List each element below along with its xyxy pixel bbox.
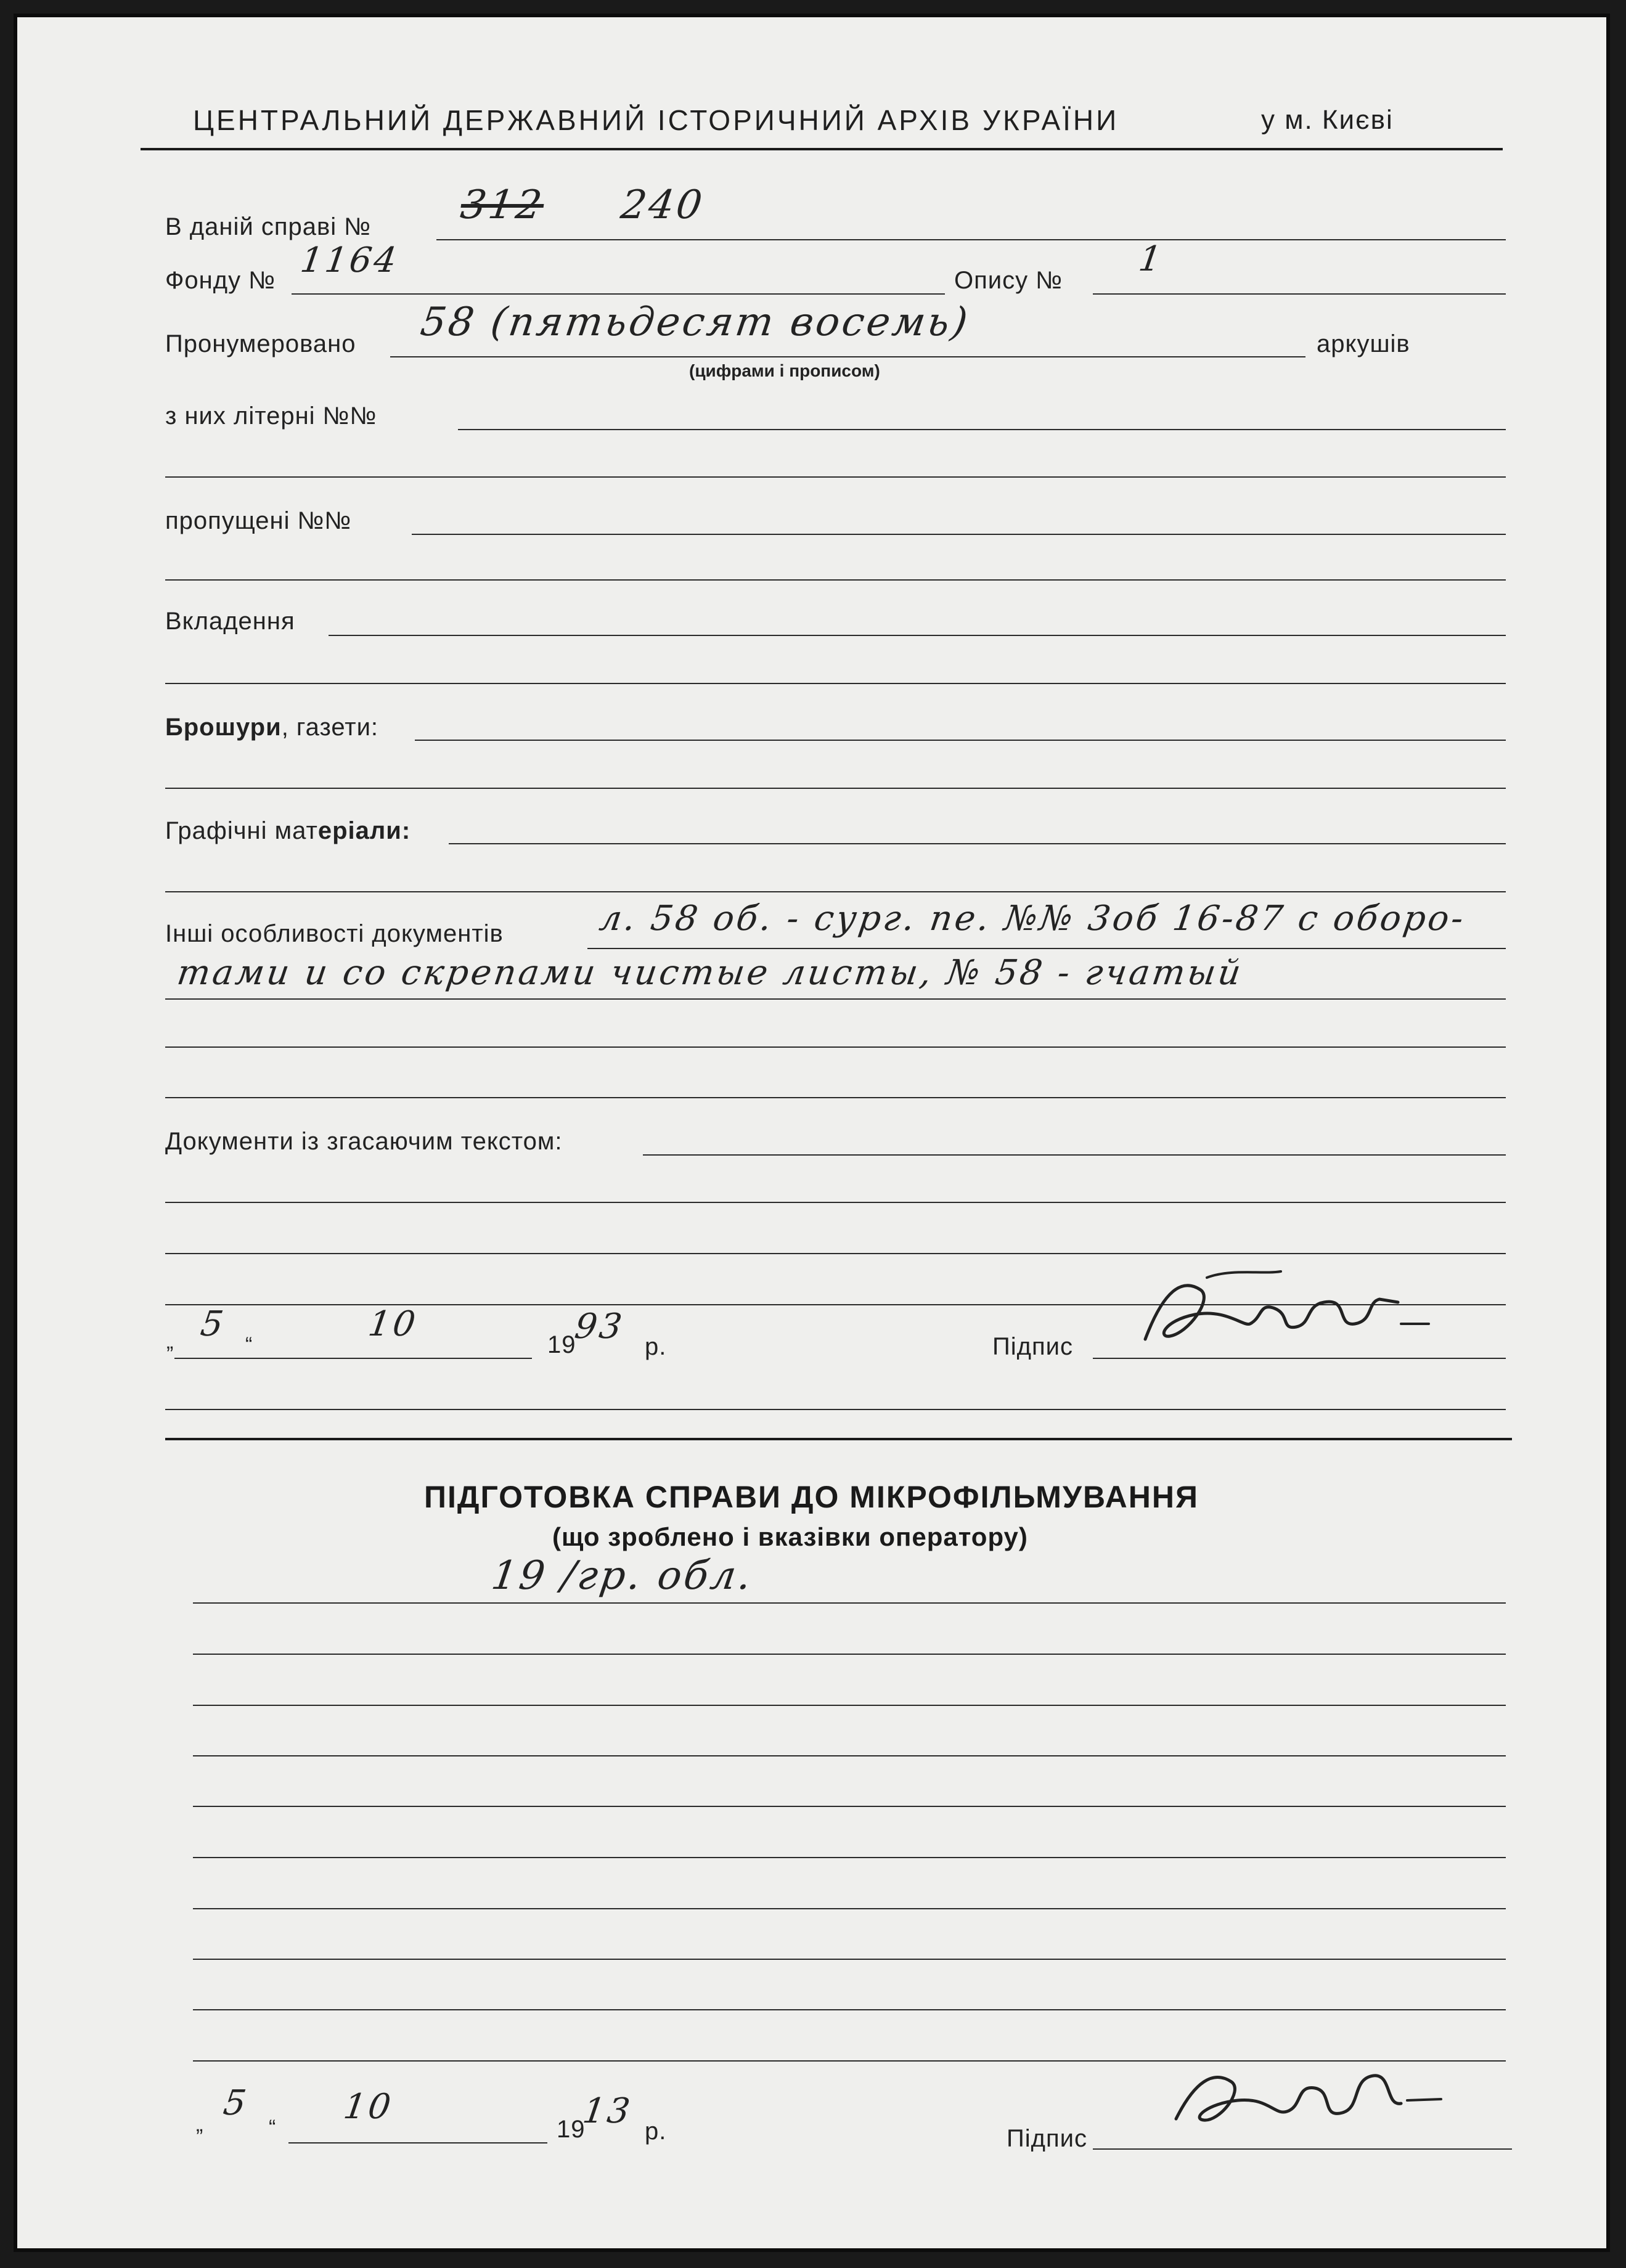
- header-rule: [141, 148, 1503, 150]
- graphic-label-b: еріали:: [317, 817, 411, 844]
- blank-line: [165, 1097, 1506, 1098]
- date2-open-quote: „: [196, 2113, 204, 2136]
- graphic-label-a: Графічні мат: [165, 817, 318, 844]
- inserts-label: Вкладення: [165, 608, 295, 635]
- date2-day: 5: [221, 2083, 251, 2123]
- numbered-label: Пронумеровано: [165, 330, 356, 357]
- date1-year-suffix: 93: [572, 1307, 627, 1347]
- date2-year-suffix-label: р.: [645, 2118, 667, 2145]
- signature-stroke-icon: [1127, 1265, 1435, 1358]
- other-features-line-2: [165, 998, 1506, 1000]
- faded-text-line: [643, 1154, 1506, 1156]
- numbered-hint: (цифрами і прописом): [689, 361, 880, 380]
- microfilm-line: [193, 1857, 1506, 1858]
- microfilm-subtitle: (що зроблено і вказівки оператору): [552, 1522, 1028, 1551]
- numbered-line: [390, 356, 1305, 357]
- archive-city: у м. Києві: [1261, 105, 1394, 135]
- blank-line: [165, 1202, 1506, 1203]
- signature1-label: Підпис: [992, 1333, 1073, 1360]
- blank-line: [165, 1046, 1506, 1048]
- blank-line: [165, 476, 1506, 478]
- other-features-text-1: л. 58 об. - сург. пе. №№ 3об 16-87 с оборо-: [597, 899, 1469, 939]
- fond-number: 1164: [298, 240, 402, 280]
- case-label: В даній справі №: [165, 213, 372, 240]
- graphic-line: [449, 843, 1506, 844]
- microfilm-line: [193, 1755, 1506, 1756]
- signature-stroke-icon: [1164, 2051, 1447, 2144]
- graphic-label: [165, 817, 411, 845]
- skipped-label: пропущені №№: [165, 507, 352, 534]
- case-number: 240: [618, 182, 708, 228]
- fond-label: Фонду №: [165, 267, 276, 294]
- opys-line: [1093, 293, 1506, 295]
- case-line: [436, 239, 1506, 240]
- case-number-struck: 312: [457, 182, 547, 228]
- document-sheet: [14, 14, 1610, 2252]
- date1-open-quote: „: [166, 1330, 174, 1353]
- microfilm-line: [193, 1908, 1506, 1909]
- archive-name: ЦЕНТРАЛЬНИЙ ДЕРЖАВНИЙ ІСТОРИЧНИЙ АРХІВ УКРАЇНИ: [193, 104, 1119, 136]
- signature2-label: Підпис: [1007, 2125, 1087, 2152]
- microfilm-line: [193, 1806, 1506, 1807]
- inserts-line: [329, 635, 1506, 636]
- section-divider: [165, 1438, 1512, 1440]
- microfilm-title: ПІДГОТОВКА СПРАВИ ДО МІКРОФІЛЬМУВАННЯ: [424, 1480, 1199, 1514]
- microfilm-line: [193, 2009, 1506, 2010]
- signature1: [1127, 1265, 1435, 1358]
- brochures-label: [165, 714, 378, 741]
- faded-text-label: Документи із згасаючим текстом:: [165, 1128, 563, 1155]
- blank-line: [165, 1409, 1506, 1410]
- date1-year-suffix-label: р.: [645, 1333, 667, 1360]
- signature2: [1164, 2051, 1447, 2144]
- date2-month: 10: [341, 2087, 396, 2127]
- letter-numbers-label: з них літерні №№: [165, 402, 377, 430]
- date1-day: 5: [198, 1304, 229, 1344]
- microfilm-line: [193, 1602, 1506, 1604]
- date1-month: 10: [366, 1304, 420, 1344]
- date2-year-prefix: 19: [557, 2116, 586, 2143]
- microfilm-note: 19 /гр. обл.: [488, 1553, 757, 1599]
- opys-number: 1: [1136, 239, 1167, 279]
- date2-close-quote: “: [269, 2116, 277, 2139]
- blank-line: [165, 891, 1506, 892]
- date2-year-suffix: 13: [580, 2091, 635, 2131]
- microfilm-line: [193, 1705, 1506, 1706]
- date2-line: [288, 2142, 547, 2144]
- date1-close-quote: “: [245, 1333, 253, 1356]
- skipped-line: [412, 534, 1506, 535]
- sheets-label: аркушів: [1317, 330, 1410, 357]
- blank-line: [165, 1253, 1506, 1254]
- brochures-label-bold: Брошури: [165, 714, 282, 741]
- opys-label: Опису №: [954, 267, 1063, 294]
- brochures-label-rest: , газети:: [281, 714, 379, 741]
- microfilm-line: [193, 1654, 1506, 1655]
- numbered-value: 58 (пятьдесят восемь): [417, 300, 973, 345]
- date1-line: [174, 1358, 532, 1359]
- microfilm-line: [193, 1959, 1506, 1960]
- other-features-line: [587, 948, 1506, 949]
- signature1-line: [1093, 1358, 1506, 1359]
- blank-line: [165, 579, 1506, 581]
- other-features-label: Інші особливості документів: [165, 920, 504, 947]
- blank-line: [165, 683, 1506, 684]
- date1-year-prefix: 19: [547, 1331, 576, 1358]
- signature2-line: [1093, 2148, 1512, 2150]
- fond-line: [292, 293, 945, 295]
- brochures-line: [415, 740, 1506, 741]
- blank-line: [165, 788, 1506, 789]
- letter-numbers-line: [458, 429, 1506, 430]
- other-features-text-2: тами и со скрепами чистые листы, № 58 - гчатый: [174, 953, 1246, 993]
